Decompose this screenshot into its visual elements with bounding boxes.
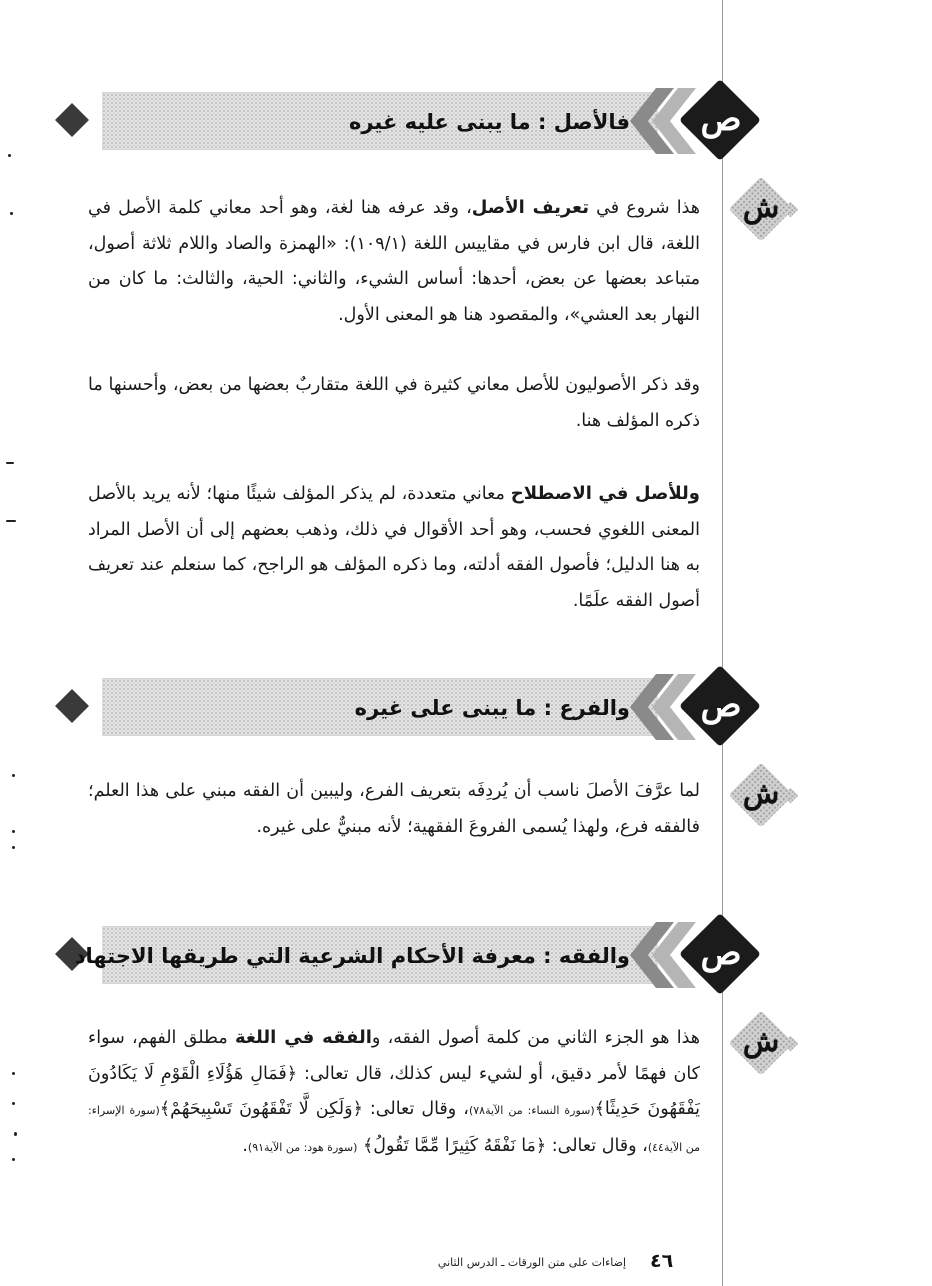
scan-speck xyxy=(14,1132,17,1136)
heading-text: والفقه : معرفة الأحكام الشرعية التي طريقها الاجتهاد xyxy=(74,944,630,968)
heading-text: فالأصل : ما يبنى عليه غيره xyxy=(348,110,630,134)
sad-marker-icon: ص xyxy=(680,666,762,748)
running-footer-title: إضاءات على متن الورقات ـ الدرس الثاني xyxy=(437,1256,626,1269)
section-heading xyxy=(56,66,768,176)
paragraph: وللأصل في الاصطلاح معاني متعددة، لم يذكر المؤلف شيئًا منها؛ لأنه يريد بالأصل المعنى اللغوي فحسب، وهو أحد الأقوال في ذلك، وذهب بعضهم إلى أن الأصل المراد به هنا الدليل؛ فأصول الفقه أدلته، وما ذكره المؤلف هو الراجح، كما سنعلم عند تعريف أصول الفقه علَمًا. xyxy=(88,483,700,611)
heading-band xyxy=(102,678,658,736)
section-heading xyxy=(56,652,768,762)
scan-speck xyxy=(12,774,15,777)
quran-reference: (سورة النساء: من الآية٧٨) xyxy=(468,1104,595,1117)
heading-band xyxy=(102,92,658,150)
scan-speck xyxy=(6,520,16,522)
scan-speck xyxy=(12,1072,15,1075)
sad-marker-icon: ص xyxy=(680,80,762,162)
diamond-ornament-icon xyxy=(55,103,89,137)
scan-speck xyxy=(8,154,11,157)
shin-marker-icon: ش xyxy=(696,1016,796,1072)
scan-speck xyxy=(12,846,15,849)
page-number: ٤٦ xyxy=(650,1250,674,1272)
scan-speck xyxy=(12,830,15,833)
shin-marker-icon: ش xyxy=(696,768,796,824)
heading-band xyxy=(74,926,658,984)
section-heading xyxy=(56,900,768,1010)
quran-reference: (سورة الإسراء: من الآية٤٤) xyxy=(88,1104,700,1154)
paragraph: لما عرَّفَ الأصلَ ناسب أن يُردِفَه بتعريف الفرع، وليبين أن الفقه مبني على هذا العلم؛ فالفقه فرع، ولهذا يُسمى الفروعَ الفقهية؛ لأنه مبنيٌّ على غيره. xyxy=(88,781,700,837)
paragraph: هذا هو الجزء الثاني من كلمة أصول الفقه، والفقه في اللغة مطلق الفهم، سواء كان فهمًا لأمر دقيق، أو لشيء ليس كذلك، قال تعالى: ﴿فَمَالِ هَؤُلَاءِ الْقَوْمِ لَا يَكَادُونَ يَفْقَهُونَ حَدِيثًا﴾(سورة النساء: من الآية٧٨)، وقال تعالى: ﴿وَلَكِن لَّا تَفْقَهُونَ تَسْبِيحَهُمْ﴾(سورة الإسراء: من الآية٤٤)، وقال تعالى: ﴿مَا نَفْقَهُ كَثِيرًا مِّمَّا تَقُولُ﴾ (سورة هود: من الآية٩١). xyxy=(88,1027,700,1156)
scan-speck xyxy=(12,1102,15,1105)
paragraph: وقد ذكر الأصوليون للأصل معاني كثيرة في اللغة متقاربٌ بعضها من بعض، وأحسنها ما ذكره المؤلف هنا. xyxy=(88,375,700,431)
sad-marker-icon: ص xyxy=(680,914,762,996)
paragraph: هذا شروع في تعريف الأصل، وقد عرفه هنا لغة، وهو أحد معاني كلمة الأصل في اللغة، قال ابن فارس في مقاييس اللغة (١٠٩/١): «الهمزة والصاد واللام ثلاثة أصول، متباعد بعضها عن بعض، أحدها: أساس الشيء، والثاني: الحية، والثالث: ما كان من النهار بعد العشي»، والمقصود هنا هو المعنى الأول. xyxy=(88,197,700,325)
heading-text: والفرع : ما يبنى على غيره xyxy=(354,696,630,720)
scan-speck xyxy=(10,212,13,215)
shin-marker-icon: ش xyxy=(696,182,796,238)
scan-speck xyxy=(6,462,14,464)
scan-speck xyxy=(12,1158,15,1161)
quran-reference: (سورة هود: من الآية٩١) xyxy=(247,1140,358,1154)
diamond-ornament-icon xyxy=(55,689,89,723)
